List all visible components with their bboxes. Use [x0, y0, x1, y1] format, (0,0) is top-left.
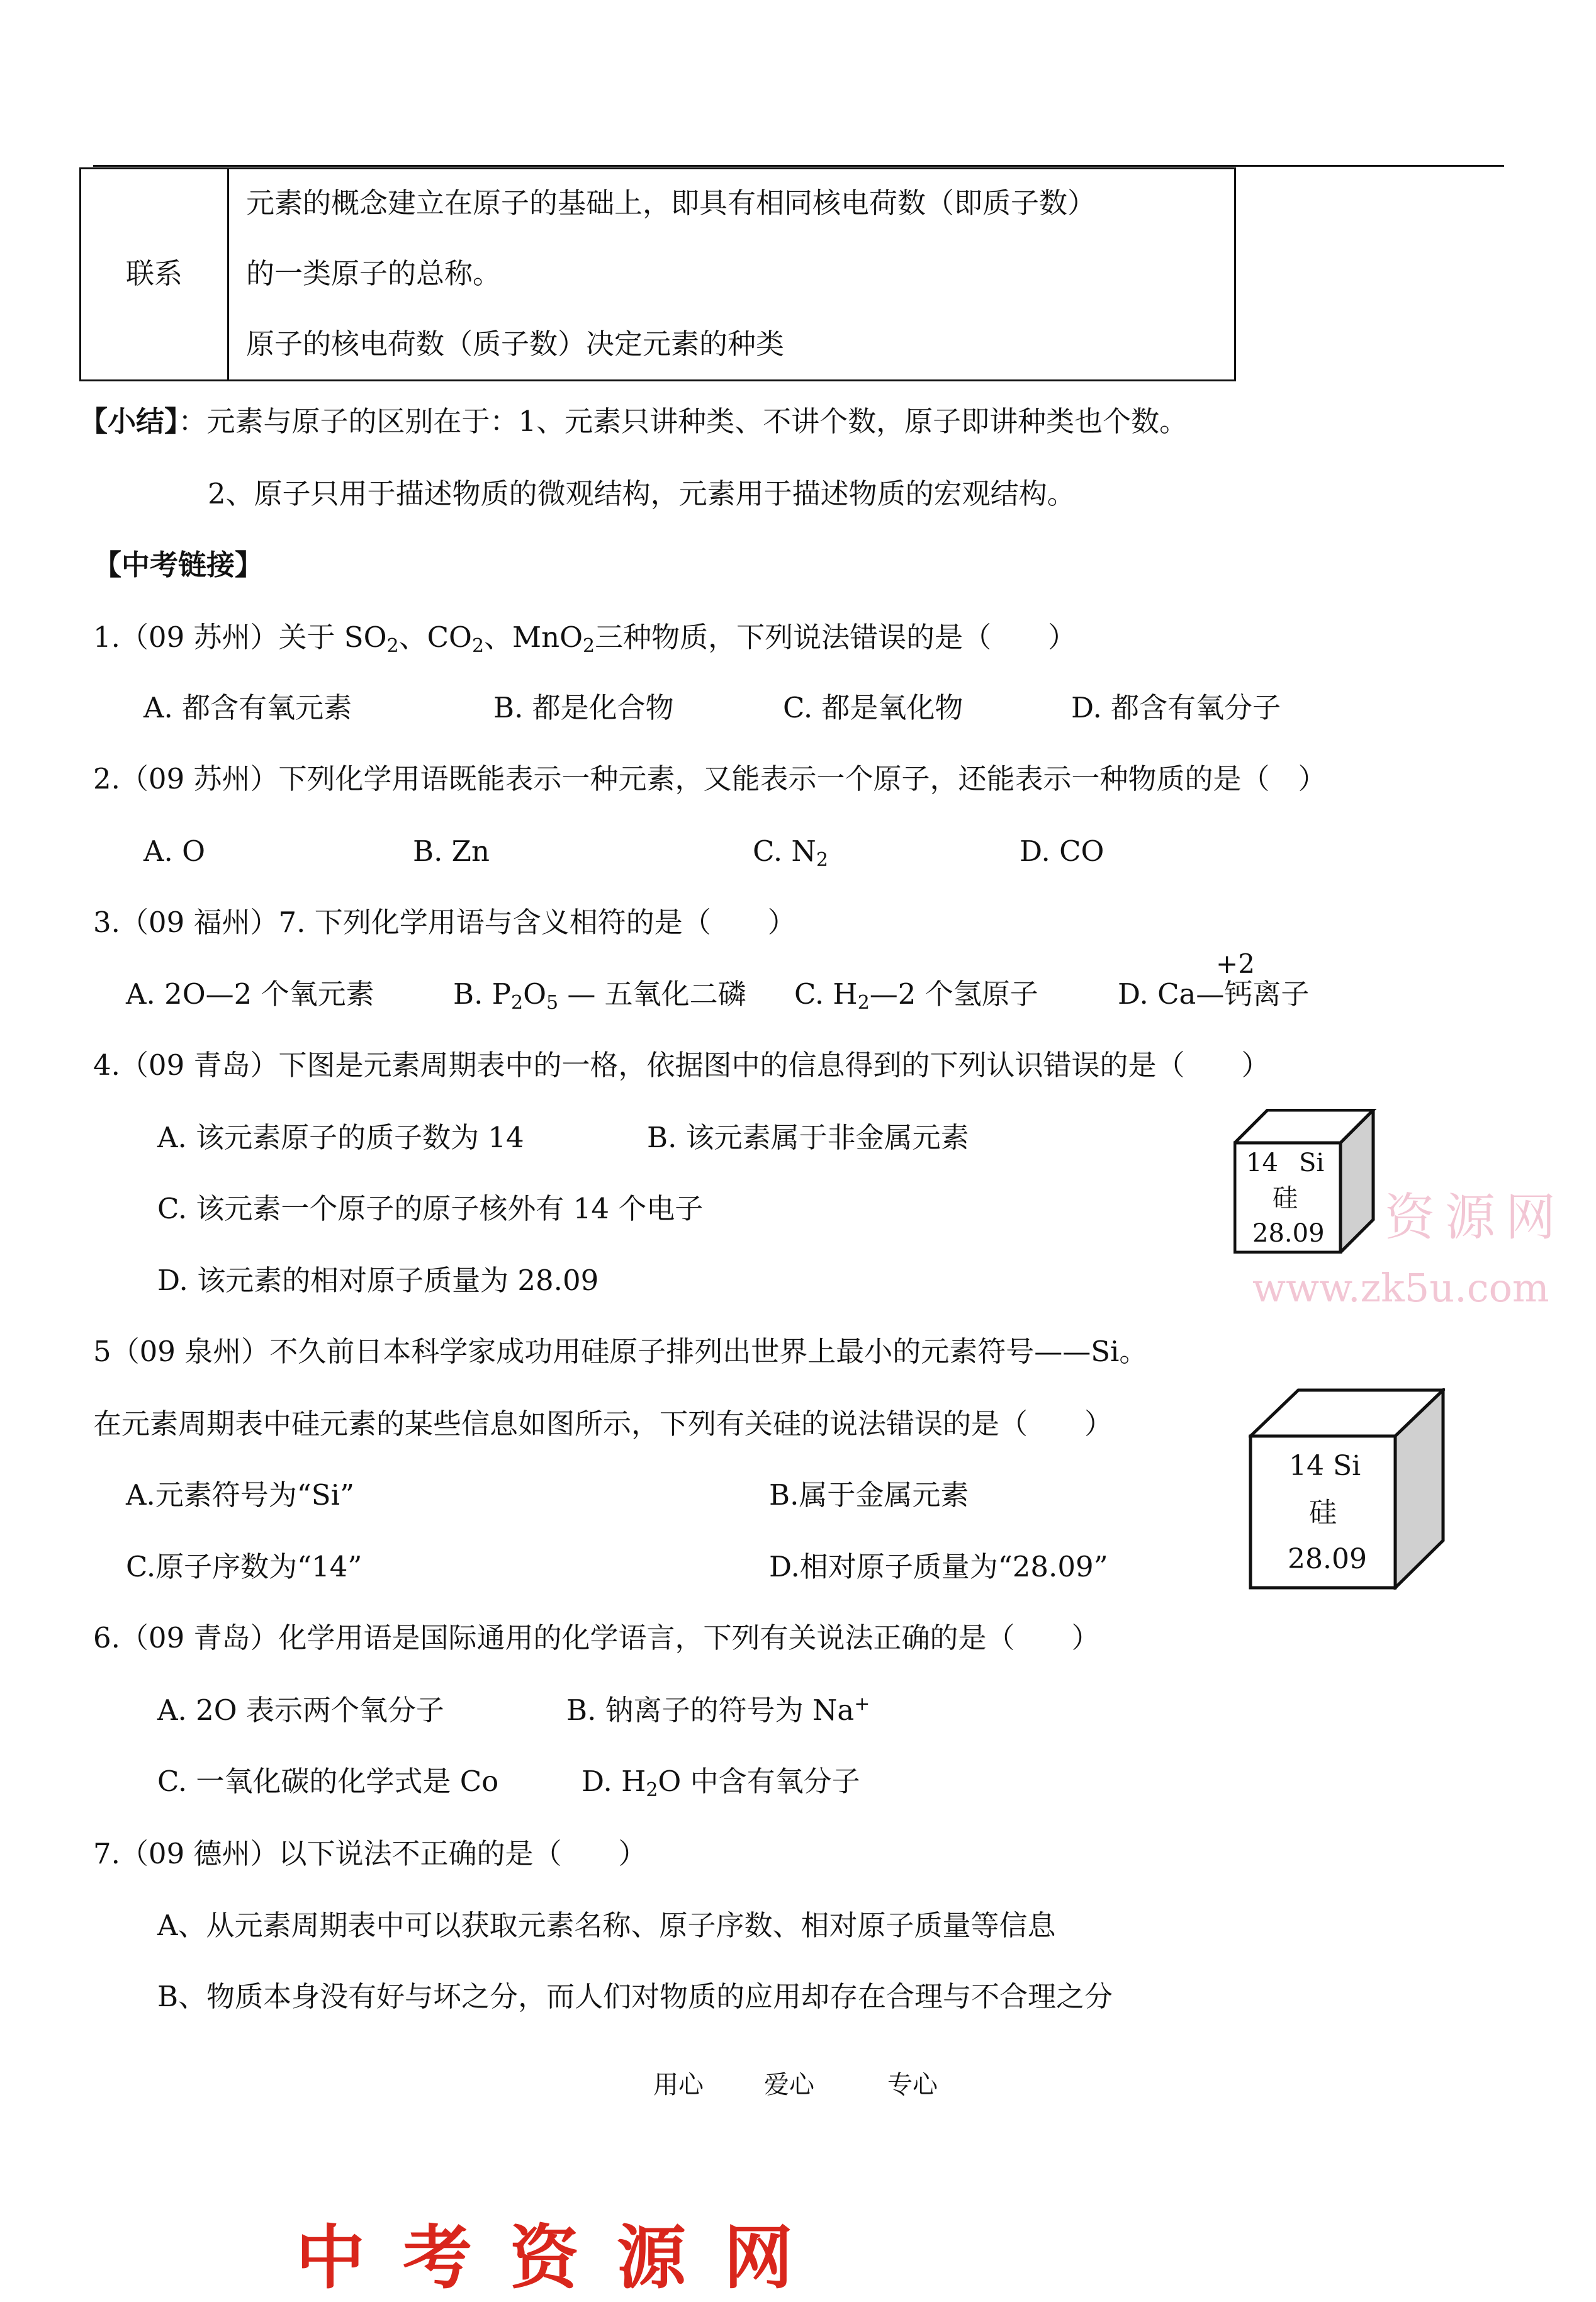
relation-table — [79, 167, 1236, 381]
q6-stem: 6.（09 青岛）化学用语是国际通用的化学语言，下列有关说法正确的是（ ） — [93, 1621, 1100, 1654]
q4-stem: 4.（09 青岛）下图是元素周期表中的一格，依据图中的信息得到的下列认识错误的是（ ） — [93, 1048, 1270, 1082]
q1-stem — [93, 620, 1076, 655]
table-label: 联系 — [125, 257, 183, 290]
cell-small-number: 14 — [1246, 1148, 1278, 1177]
summary-line-2: 2、原子只用于描述物质的微观结构，元素用于描述物质的宏观结构。 — [208, 477, 1076, 510]
watermark-cn: 资源网 — [1385, 1188, 1566, 1247]
cell-small-name: 硅 — [1273, 1184, 1298, 1213]
q7-stem: 7.（09 德州）以下说法不正确的是（ ） — [93, 1837, 647, 1870]
q1-sub: 2 — [471, 635, 485, 657]
summary-line-1 — [79, 404, 1188, 439]
q7-option-a: A、从元素周期表中可以获取元素名称、原子序数、相对原子质量等信息 — [157, 1909, 1056, 1942]
q6-option-a: A. 2O 表示两个氧分子 — [157, 1693, 444, 1727]
watermark-url: www.zk5u.com — [1252, 1265, 1549, 1311]
q6-d-sub: 2 — [646, 1779, 658, 1801]
q6-d-text: O 中含有氧分子 — [658, 1765, 860, 1798]
q1-sub: 2 — [386, 635, 399, 657]
q1-option-a: A. 都含有氧元素 — [143, 691, 352, 724]
q3-c-text: —2 个氢原子 — [869, 977, 1038, 1011]
q4-option-a: A. 该元素原子的质子数为 14 — [157, 1121, 524, 1154]
summary-tag: 【小结】 — [79, 405, 179, 438]
q3-b-text: O — [523, 977, 546, 1011]
q5-stem-2: 在元素周期表中硅元素的某些信息如图所示，下列有关硅的说法错误的是（ ） — [93, 1407, 1113, 1440]
cell-large-mass: 28.09 — [1288, 1543, 1367, 1575]
q6-d-text: D. H — [582, 1765, 646, 1798]
q1-option-b: B. 都是化合物 — [493, 691, 674, 724]
q3-c-sub: 2 — [857, 992, 870, 1014]
cell-small-mass: 28.09 — [1252, 1219, 1325, 1248]
footer-left: 用心 — [653, 2070, 704, 2099]
periodic-cell-small — [1234, 1109, 1378, 1254]
cell-large-top: 14 Si — [1289, 1450, 1361, 1482]
q1-text: 、MnO — [484, 620, 583, 654]
q5-option-c: C.原子序数为“14” — [126, 1550, 362, 1583]
q3-charge-label: +2 — [1216, 948, 1255, 979]
footer-right: 专心 — [887, 2070, 938, 2099]
section-title: 【中考链接】 — [93, 548, 264, 581]
table-divider — [227, 169, 229, 379]
q1-text: 三种物质，下列说法错误的是（ ） — [595, 620, 1077, 654]
q1-sub: 2 — [583, 635, 595, 657]
q4-option-c: C. 该元素一个原子的原子核外有 14 个电子 — [157, 1192, 704, 1225]
table-row-3: 原子的核电荷数（质子数）决定元素的种类 — [246, 327, 785, 361]
q3-option-d: D. Ca—钙离子 — [1118, 977, 1310, 1011]
q6-option-d — [582, 1764, 860, 1799]
q1-option-d: D. 都含有氧分子 — [1071, 691, 1281, 724]
q7-option-b: B、物质本身没有好与坏之分，而人们对物质的应用却存在合理与不合理之分 — [157, 1980, 1113, 2013]
bottom-banner-logo: 中考资源网 — [296, 2217, 831, 2298]
q3-stem: 3.（09 福州）7. 下列化学用语与含义相符的是（ ） — [93, 906, 796, 939]
top-rule — [93, 165, 1504, 167]
cell-large-name: 硅 — [1309, 1496, 1337, 1529]
q3-option-a: A. 2O—2 个氧元素 — [126, 977, 374, 1011]
q3-b-sub: 5 — [546, 992, 559, 1014]
q2-c-text: C. N — [753, 834, 816, 868]
summary-text-1: ：元素与原子的区别在于：1、元素只讲种类、不讲个数，原子即讲种类也个数。 — [178, 405, 1188, 438]
q2-option-b: B. Zn — [413, 834, 490, 868]
q2-option-d: D. CO — [1020, 834, 1104, 868]
q1-text: 1.（09 苏州）关于 SO — [93, 620, 387, 654]
q5-option-a: A.元素符号为“Si” — [126, 1478, 355, 1512]
q4-option-d: D. 该元素的相对原子质量为 28.09 — [157, 1264, 599, 1297]
q6-option-c: C. 一氧化碳的化学式是 Co — [157, 1765, 499, 1798]
q3-c-text: C. H — [794, 977, 858, 1011]
q3-b-text: — 五氧化二磷 — [558, 977, 746, 1011]
q5-option-d: D.相对原子质量为“28.09” — [769, 1550, 1108, 1583]
q5-option-b: B.属于金属元素 — [769, 1478, 969, 1512]
q6-option-b — [566, 1693, 870, 1728]
q2-option-a: A. O — [143, 834, 205, 868]
q3-option-c — [794, 977, 1038, 1012]
q2-option-c — [753, 834, 828, 869]
footer-mid: 爱心 — [764, 2070, 814, 2099]
q1-text: 、CO — [398, 620, 472, 654]
table-row-2: 的一类原子的总称。 — [246, 257, 502, 290]
q4-option-b: B. 该元素属于非金属元素 — [647, 1121, 969, 1154]
q1-option-c: C. 都是氧化物 — [783, 691, 964, 724]
q5-stem-1: 5（09 泉州）不久前日本科学家成功用硅原子排列出世界上最小的元素符号——Si。 — [93, 1335, 1148, 1368]
q2-c-sub: 2 — [816, 849, 828, 871]
table-row-1: 元素的概念建立在原子的基础上，即具有相同核电荷数（即质子数） — [246, 186, 1096, 220]
q2-stem: 2.（09 苏州）下列化学用语既能表示一种元素，又能表示一个原子，还能表示一种物质的是（ ） — [93, 762, 1327, 795]
q6-b-text: B. 钠离子的符号为 Na — [566, 1693, 855, 1727]
q3-option-b — [453, 977, 746, 1012]
q6-b-sup: + — [854, 1693, 870, 1715]
periodic-cell-large — [1249, 1388, 1445, 1590]
q3-b-text: B. P — [453, 977, 511, 1011]
cell-small-symbol: Si — [1299, 1148, 1325, 1177]
q3-b-sub: 2 — [510, 992, 524, 1014]
